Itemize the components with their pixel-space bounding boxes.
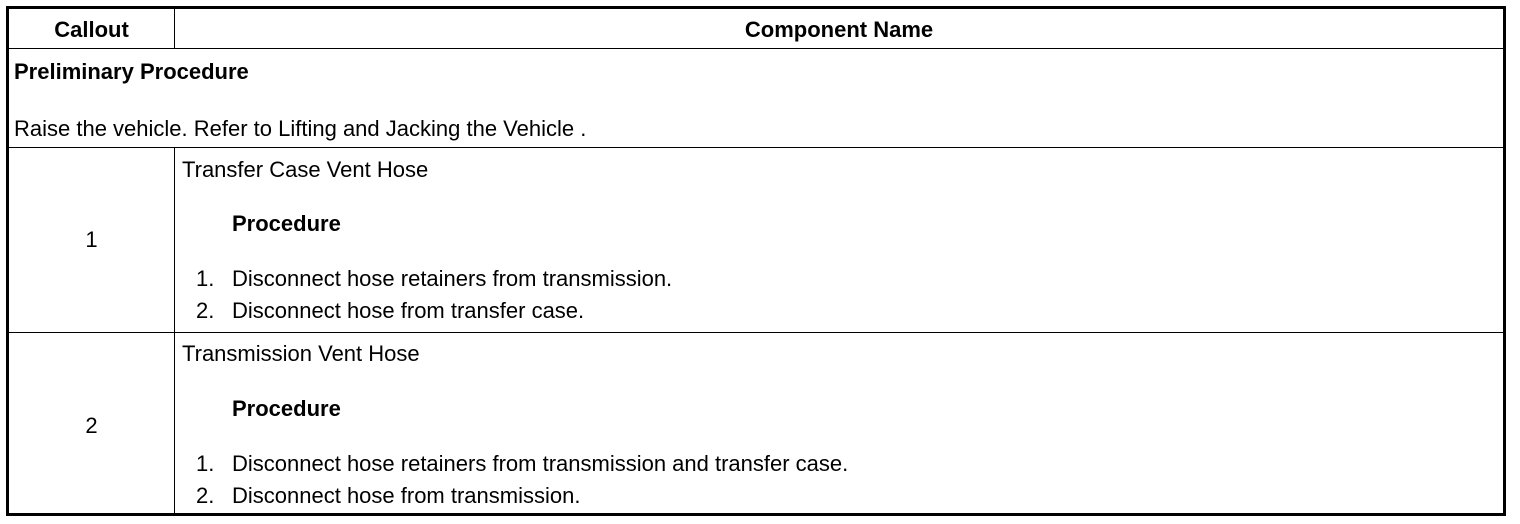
component-cell (175, 148, 1503, 332)
callout-number: 1 (85, 227, 98, 252)
callout-number: 2 (85, 413, 98, 438)
procedure-step (196, 483, 580, 509)
header-callout-label: Callout (54, 17, 129, 42)
step-number: 2. (196, 483, 215, 508)
step-text: Disconnect hose retainers from transmission. (232, 266, 673, 291)
step-text: Disconnect hose retainers from transmission and transfer case. (232, 451, 849, 476)
header-component-label: Component Name (744, 17, 934, 42)
table-header-row (9, 9, 1503, 49)
header-cell-callout (9, 9, 175, 48)
step-number: 2. (196, 298, 215, 323)
callout-cell (9, 148, 175, 332)
table-row (9, 148, 1503, 333)
procedure-table (6, 6, 1506, 516)
step-number: 1. (196, 451, 215, 476)
procedure-step (196, 451, 848, 477)
header-cell-component (175, 9, 1503, 48)
preliminary-text: Raise the vehicle. Refer to Lifting and Jacking the Vehicle . (14, 116, 587, 141)
component-name: Transmission Vent Hose (182, 341, 420, 366)
callout-cell (9, 333, 175, 513)
component-cell (175, 333, 1503, 513)
procedure-step (196, 266, 672, 292)
table-row (9, 333, 1503, 513)
preliminary-title: Preliminary Procedure (14, 59, 249, 84)
step-number: 1. (196, 266, 215, 291)
step-text: Disconnect hose from transmission. (232, 483, 581, 508)
step-text: Disconnect hose from transfer case. (232, 298, 585, 323)
procedure-label: Procedure (232, 396, 341, 421)
component-name: Transfer Case Vent Hose (182, 157, 429, 182)
procedure-step (196, 298, 584, 324)
procedure-label: Procedure (232, 211, 341, 236)
preliminary-row (9, 49, 1503, 148)
